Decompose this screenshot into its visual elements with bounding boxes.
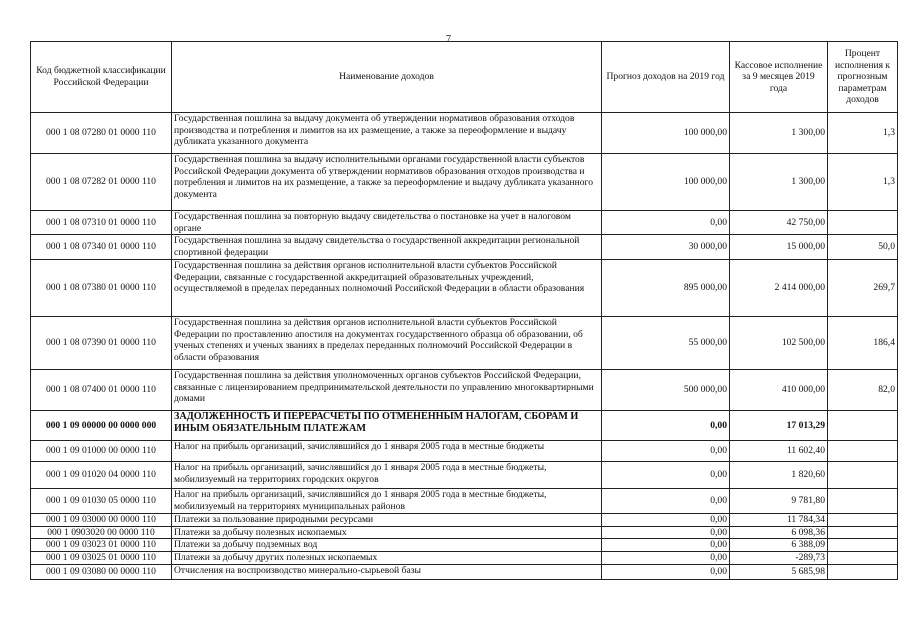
cell-forecast: 0,00	[602, 211, 730, 235]
cell-name: Государственная пошлина за выдачу свидетельства о государственной аккредитации региональной спортивной федерации	[172, 235, 602, 260]
revenue-table	[30, 41, 898, 580]
cell-execution: 6 388,09	[730, 539, 828, 552]
cell-name: ЗАДОЛЖЕННОСТЬ И ПЕРЕРАСЧЕТЫ ПО ОТМЕНЕННЫМ НАЛОГАМ, СБОРАМ И ИНЫМ ОБЯЗАТЕЛЬНЫМ ПЛАТЕЖАМ	[172, 411, 602, 441]
cell-forecast: 0,00	[602, 551, 730, 564]
cell-forecast: 0,00	[602, 564, 730, 579]
table-row	[31, 113, 898, 154]
cell-name: Платежи за пользование природными ресурсами	[172, 514, 602, 527]
cell-execution: 1 300,00	[730, 113, 828, 154]
cell-code: 000 1 09 01020 04 0000 110	[31, 462, 172, 489]
cell-percent	[828, 514, 898, 527]
table-header-row	[31, 42, 898, 113]
cell-percent: 186,4	[828, 317, 898, 370]
header-percent: Процент исполнения к прогнозным параметрам доходов	[828, 42, 898, 113]
cell-execution: 410 000,00	[730, 370, 828, 411]
cell-name: Государственная пошлина за повторную выдачу свидетельства о постановке на учет в налоговом органе	[172, 211, 602, 235]
cell-code: 000 1 0903020 00 0000 110	[31, 526, 172, 539]
cell-forecast: 895 000,00	[602, 260, 730, 317]
table-row	[31, 564, 898, 579]
cell-percent	[828, 564, 898, 579]
cell-percent: 1,3	[828, 154, 898, 211]
cell-name: Государственная пошлина за действия уполномоченных органов субъектов Российской Федерации, связанные с лицензированием предпринимательской деятельности по управлению многоквартирными домами	[172, 370, 602, 411]
cell-execution: 102 500,00	[730, 317, 828, 370]
table-row	[31, 462, 898, 489]
table-row	[31, 551, 898, 564]
cell-forecast: 500 000,00	[602, 370, 730, 411]
cell-code: 000 1 09 01000 00 0000 110	[31, 441, 172, 462]
table-row	[31, 411, 898, 441]
cell-code: 000 1 08 07390 01 0000 110	[31, 317, 172, 370]
cell-name: Отчисления на воспроизводство минерально-сырьевой базы	[172, 564, 602, 579]
cell-forecast: 0,00	[602, 489, 730, 514]
table-body	[31, 113, 898, 580]
header-name: Наименование доходов	[172, 42, 602, 113]
cell-execution: 5 685,98	[730, 564, 828, 579]
cell-name: Государственная пошлина за действия органов исполнительной власти субъектов Российской Федерации по проставлению апостиля на документах государственного образца об образовании, об ученых степенях и ученых званиях в пределах переданных полномочий Российской Федерации в области образования	[172, 317, 602, 370]
cell-execution: 15 000,00	[730, 235, 828, 260]
header-forecast: Прогноз доходов на 2019 год	[602, 42, 730, 113]
table-row	[31, 514, 898, 527]
cell-code: 000 1 08 07282 01 0000 110	[31, 154, 172, 211]
cell-code: 000 1 08 07380 01 0000 110	[31, 260, 172, 317]
cell-forecast: 0,00	[602, 514, 730, 527]
cell-percent	[828, 551, 898, 564]
cell-forecast: 0,00	[602, 539, 730, 552]
cell-percent	[828, 539, 898, 552]
cell-percent	[828, 411, 898, 441]
table-row	[31, 370, 898, 411]
cell-percent	[828, 526, 898, 539]
cell-execution: 11 602,40	[730, 441, 828, 462]
cell-forecast: 55 000,00	[602, 317, 730, 370]
cell-code: 000 1 09 01030 05 0000 110	[31, 489, 172, 514]
cell-name: Платежи за добычу других полезных ископаемых	[172, 551, 602, 564]
cell-percent	[828, 489, 898, 514]
cell-name: Налог на прибыль организаций, зачислявшийся до 1 января 2005 года в местные бюджеты, мобилизуемый на территориях муниципальных районов	[172, 489, 602, 514]
cell-name: Государственная пошлина за действия органов исполнительной власти субъектов Российской Федерации, связанные с государственной аккредитацией образовательных учреждений, осуществляемой в пределах переданных полномочий Российской Федерации в области образования	[172, 260, 602, 317]
cell-forecast: 100 000,00	[602, 154, 730, 211]
cell-execution: 2 414 000,00	[730, 260, 828, 317]
cell-forecast: 0,00	[602, 526, 730, 539]
cell-percent: 269,7	[828, 260, 898, 317]
cell-name: Платежи за добычу полезных ископаемых	[172, 526, 602, 539]
cell-percent	[828, 462, 898, 489]
table-row	[31, 441, 898, 462]
cell-code: 000 1 09 03025 01 0000 110	[31, 551, 172, 564]
cell-forecast: 0,00	[602, 411, 730, 441]
table-row	[31, 317, 898, 370]
cell-execution: 17 013,29	[730, 411, 828, 441]
cell-execution: -289,73	[730, 551, 828, 564]
cell-name: Платежи за добычу подземных вод	[172, 539, 602, 552]
cell-execution: 6 098,36	[730, 526, 828, 539]
cell-execution: 9 781,80	[730, 489, 828, 514]
cell-name: Государственная пошлина за выдачу исполнительными органами государственной власти субъектов Российской Федерации документа об утверждении нормативов образования отходов производства и потребления и лимитов на их размещение, а также за переоформление и выдачу дубликата указанного документа	[172, 154, 602, 211]
table-row	[31, 539, 898, 552]
cell-code: 000 1 09 03023 01 0000 110	[31, 539, 172, 552]
cell-code: 000 1 08 07340 01 0000 110	[31, 235, 172, 260]
cell-name: Налог на прибыль организаций, зачислявшийся до 1 января 2005 года в местные бюджеты, мобилизуемый на территориях городских округов	[172, 462, 602, 489]
page-number: 7	[446, 34, 451, 45]
cell-forecast: 100 000,00	[602, 113, 730, 154]
cell-code: 000 1 09 00000 00 0000 000	[31, 411, 172, 441]
cell-name: Государственная пошлина за выдачу документа об утверждении нормативов образования отходов производства и потребления и лимитов на их размещение, а также за переоформление и выдачу дубликата указанного документа	[172, 113, 602, 154]
cell-percent: 82,0	[828, 370, 898, 411]
cell-forecast: 0,00	[602, 462, 730, 489]
cell-execution: 11 784,34	[730, 514, 828, 527]
table-row	[31, 235, 898, 260]
cell-forecast: 30 000,00	[602, 235, 730, 260]
cell-code: 000 1 09 03000 00 0000 110	[31, 514, 172, 527]
table-row	[31, 526, 898, 539]
cell-forecast: 0,00	[602, 441, 730, 462]
cell-percent: 50,0	[828, 235, 898, 260]
header-code: Код бюджетной классификации Российской Федерации	[31, 42, 172, 113]
cell-code: 000 1 09 03080 00 0000 110	[31, 564, 172, 579]
cell-code: 000 1 08 07280 01 0000 110	[31, 113, 172, 154]
header-execution: Кассовое исполнение за 9 месяцев 2019 года	[730, 42, 828, 113]
table-row	[31, 489, 898, 514]
cell-code: 000 1 08 07310 01 0000 110	[31, 211, 172, 235]
cell-percent: 1,3	[828, 113, 898, 154]
cell-name: Налог на прибыль организаций, зачислявшийся до 1 января 2005 года в местные бюджеты	[172, 441, 602, 462]
cell-execution: 1 300,00	[730, 154, 828, 211]
cell-execution: 1 820,60	[730, 462, 828, 489]
cell-percent	[828, 211, 898, 235]
cell-percent	[828, 441, 898, 462]
cell-code: 000 1 08 07400 01 0000 110	[31, 370, 172, 411]
cell-execution: 42 750,00	[730, 211, 828, 235]
table-row	[31, 211, 898, 235]
table-row	[31, 260, 898, 317]
table-row	[31, 154, 898, 211]
